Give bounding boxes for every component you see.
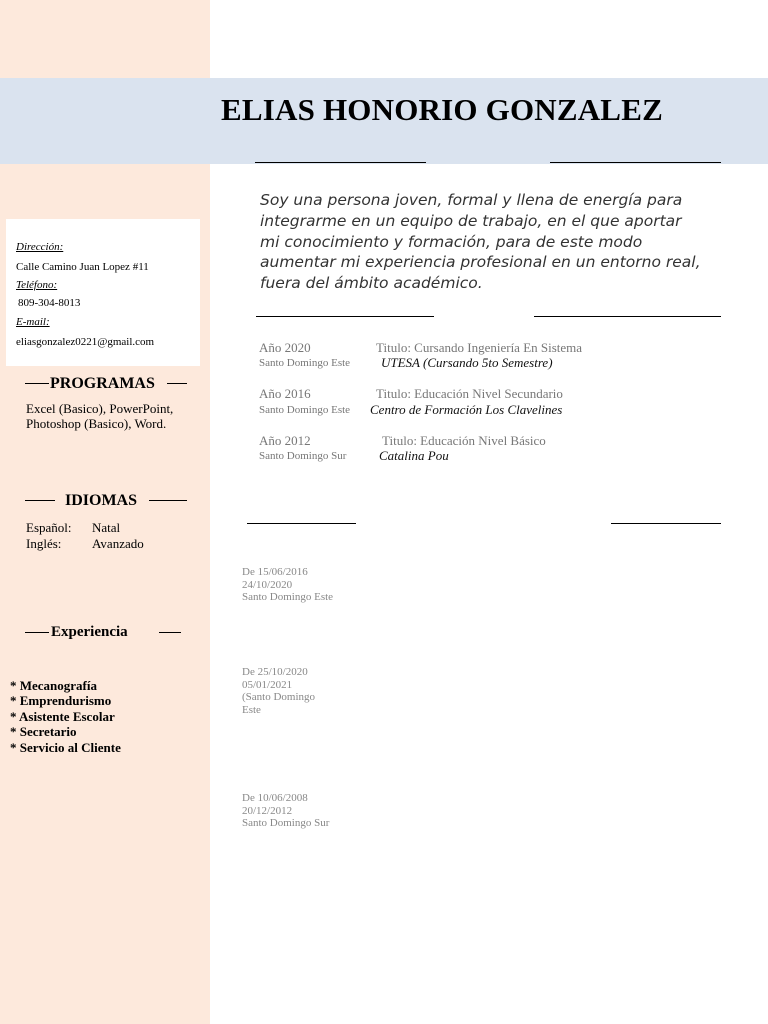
experience-title: Experiencia [51, 624, 128, 640]
education-school: Catalina Pou [379, 448, 449, 463]
programs-dash-left [25, 383, 49, 384]
programs-dash-right [167, 383, 187, 384]
work-location-cont: Este [242, 703, 261, 716]
education-year: Año 2020 [259, 340, 311, 355]
work-entry [242, 666, 315, 716]
skill-item: * Emprendurismo [10, 693, 112, 708]
programs-line1: Excel (Basico), PowerPoint, [26, 401, 174, 416]
contact-box [6, 219, 200, 366]
languages-dash-left [25, 500, 55, 501]
education-school: Centro de Formación Los Clavelines [370, 402, 563, 417]
language-name: Español: [26, 520, 72, 535]
address-value: Calle Camino Juan Lopez #11 [16, 261, 149, 273]
experience-dash-left [25, 632, 49, 633]
email-label: E-mail: [16, 316, 50, 328]
work-entry [242, 792, 329, 830]
email-value: eliasgonzalez0221@gmail.com [16, 336, 155, 348]
work-end: 20/12/2012 [242, 804, 293, 817]
programs-line2: Photoshop (Basico), Word. [26, 416, 167, 431]
phone-label: Teléfono: [16, 279, 58, 291]
header-divider-right [550, 162, 721, 163]
work-location: Santo Domingo Sur [242, 817, 330, 829]
education-title: Titulo: Cursando Ingeniería En Sistema [376, 340, 583, 355]
skill-item: * Secretario [10, 724, 77, 739]
work-end: 05/01/2021 [242, 678, 293, 691]
work-entry [242, 566, 333, 604]
skill-item: * Asistente Escolar [10, 709, 115, 724]
work-location: (Santo Domingo [242, 691, 316, 703]
skill-item: * Servicio al Cliente [10, 740, 121, 755]
language-level: Avanzado [92, 536, 144, 551]
profile-summary: Soy una persona joven, formal y llena de energía para integrarme en un equipo de trabajo, en el que aportar mi conocimiento y formación, para de este modo aumentar mi experiencia profesional en un entorno real, fuera del ámbito académico. [260, 191, 701, 293]
address-label: Dirección: [16, 241, 64, 253]
language-name: Inglés: [26, 536, 62, 551]
summary-divider-left [256, 316, 434, 317]
work-end: 24/10/2020 [242, 578, 293, 591]
education-title: Titulo: Educación Nivel Básico [382, 433, 546, 448]
education-year: Año 2012 [259, 433, 311, 448]
education-place: Santo Domingo Sur [259, 450, 347, 462]
language-level: Natal [92, 520, 121, 535]
languages-title: IDIOMAS [65, 492, 138, 509]
skill-item: * Mecanografía [10, 678, 98, 693]
education-title: Titulo: Educación Nivel Secundario [376, 386, 563, 401]
languages-dash-right [149, 500, 187, 501]
education-place: Santo Domingo Este [259, 357, 351, 369]
education-place: Santo Domingo Este [259, 404, 351, 416]
education-divider-right [611, 523, 721, 524]
work-location: Santo Domingo Este [242, 591, 334, 603]
work-start: De 10/06/2008 [242, 792, 308, 804]
candidate-name: ELIAS HONORIO GONZALEZ [221, 92, 663, 127]
programs-title: PROGRAMAS [50, 375, 155, 392]
header-divider-left [255, 162, 426, 163]
phone-value: 809-304-8013 [18, 297, 81, 309]
education-divider-left [247, 523, 356, 524]
work-start: De 15/06/2016 [242, 566, 308, 578]
education-year: Año 2016 [259, 386, 311, 401]
work-start: De 25/10/2020 [242, 666, 308, 678]
experience-dash-right [159, 632, 181, 633]
education-school: UTESA (Cursando 5to Semestre) [381, 355, 553, 370]
summary-divider-right [534, 316, 721, 317]
